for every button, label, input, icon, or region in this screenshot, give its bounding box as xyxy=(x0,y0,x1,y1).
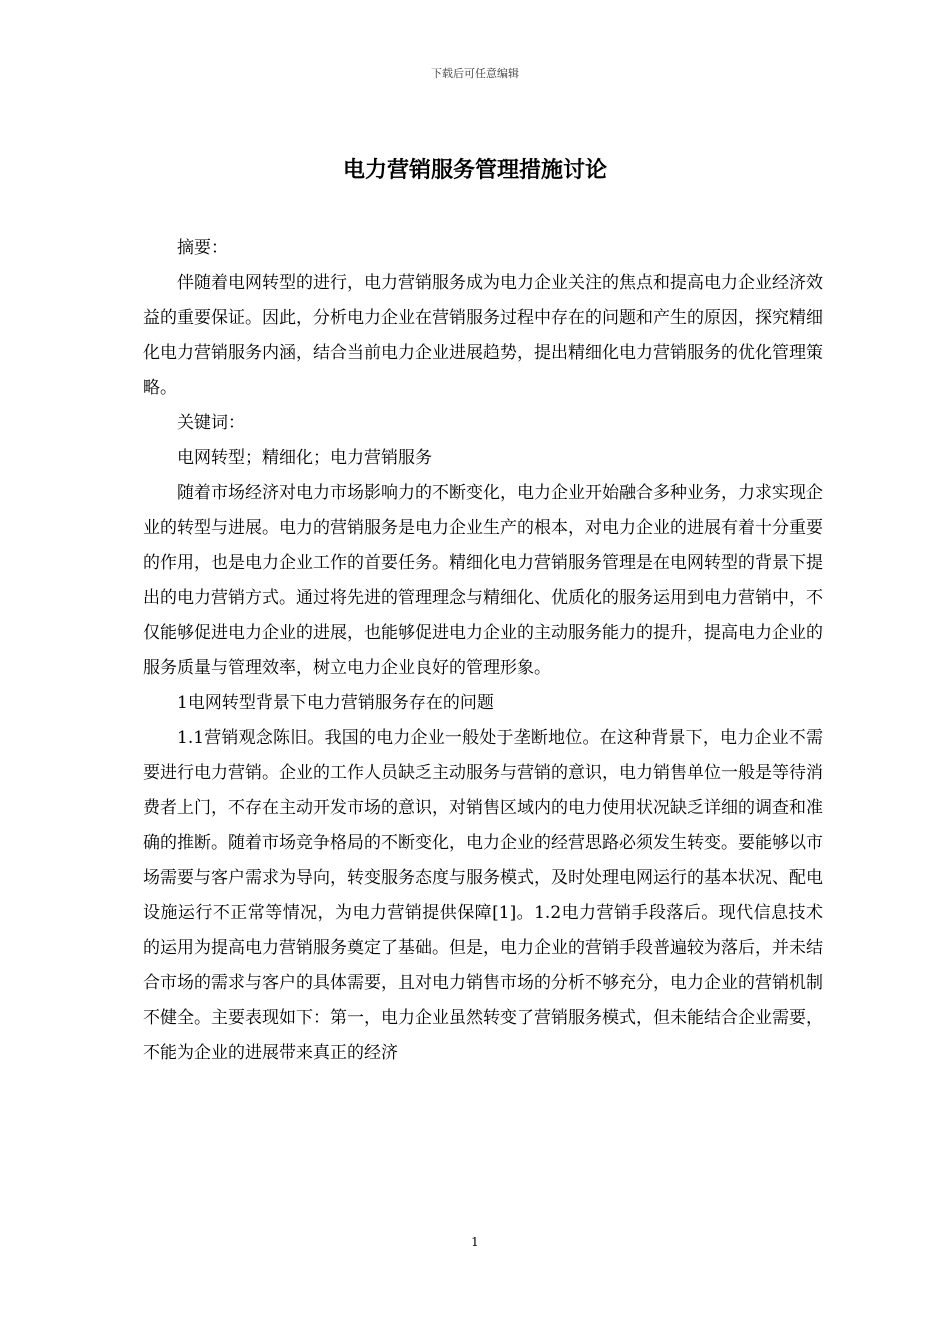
abstract-paragraph: 伴随着电网转型的进行，电力营销服务成为电力企业关注的焦点和提高电力企业经济效益的重要保证。因此，分析电力企业在营销服务过程中存在的问题和产生的原因，探究精细化电力营销服务内涵，结合当前电力企业进展趋势，提出精细化电力营销服务的优化管理策略。 xyxy=(143,273,823,398)
intro-paragraph: 随着市场经济对电力市场影响力的不断变化，电力企业开始融合多种业务，力求实现企业的转型与进展。电力的营销服务是电力企业生产的根本，对电力企业的进展有着十分重要的作用，也是电力企业工作的首要任务。精细化电力营销服务管理是在电网转型的背景下提出的电力营销方式。通过将先进的管理理念与精细化、优质化的服务运用到电力营销中，不仅能够促进电力企业的进展，也能够促进电力企业的主动服务能力的提升，提高电力企业的服务质量与管理效率，树立电力企业良好的管理形象。 xyxy=(143,483,823,678)
section-heading: 1电网转型背景下电力营销服务存在的问题 xyxy=(177,693,494,713)
page-header-note: 下载后可任意编辑 xyxy=(431,67,519,80)
abstract-label: 摘要： xyxy=(177,238,228,258)
keywords-label: 关键词： xyxy=(177,413,245,433)
keywords-paragraph: 电网转型；精细化；电力营销服务 xyxy=(177,448,432,468)
document-body xyxy=(143,231,823,1071)
document-title: 电力营销服务管理措施讨论 xyxy=(342,158,607,183)
section-paragraph: 1.1营销观念陈旧。我国的电力企业一般处于垄断地位。在这种背景下，电力企业不需要进行电力营销。企业的工作人员缺乏主动服务与营销的意识，电力销售单位一般是等待消费者上门，不存在主动开发市场的意识，对销售区域内的电力使用状况缺乏详细的调查和准确的推断。随着市场竞争格局的不断变化，电力企业的经营思路必须发生转变。要能够以市场需要与客户需求为导向，转变服务态度与服务模式，及时处理电网运行的基本状况、配电设施运行不正常等情况，为电力营销提供保障[1]。1.2电力营销手段落后。现代信息技术的运用为提高电力营销服务奠定了基础。但是，电力企业的营销手段普遍较为落后，并未结合市场的需求与客户的具体需要，且对电力销售市场的分析不够充分，电力企业的营销机制不健全。主要表现如下：第一，电力企业虽然转变了营销服务模式，但未能结合企业需要，不能为企业的进展带来真正的经济 xyxy=(143,728,823,1063)
page-number: 1 xyxy=(471,1235,479,1249)
